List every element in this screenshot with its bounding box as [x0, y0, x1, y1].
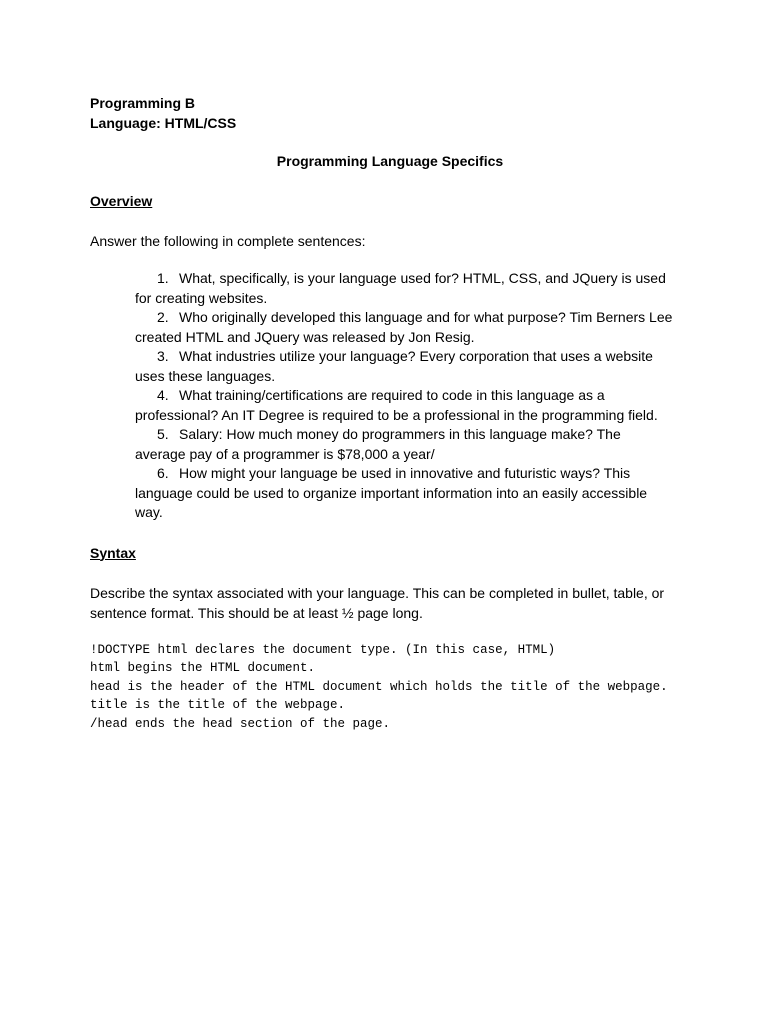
course-name: Programming B — [90, 95, 196, 111]
question-number: 6. — [157, 465, 169, 481]
question-number: 5. — [157, 426, 169, 442]
question-text: Salary: How much money do programmers in this language make? The average pay of a programmer is $78,000 a year/ — [135, 426, 621, 462]
code-line: head is the header of the HTML document which holds the title of the webpage. — [90, 679, 668, 694]
question-number: 4. — [157, 387, 169, 403]
question-text: How might your language be used in innovative and futuristic ways? This language could be used to organize important information into an easily accessible way. — [135, 465, 648, 520]
overview-instruction: Answer the following in complete sentences: — [90, 233, 366, 249]
question-list — [135, 269, 675, 523]
document-page — [90, 93, 690, 733]
overview-heading: Overview — [90, 193, 153, 209]
question-text: What industries utilize your language? Every corporation that uses a website uses these languages. — [135, 348, 653, 384]
question-number: 3. — [157, 348, 169, 364]
syntax-instruction: Describe the syntax associated with your language. This can be completed in bullet, table, or sentence format. This should be at least ½ page long. — [90, 584, 665, 621]
question-item — [135, 347, 675, 386]
question-number: 1. — [157, 270, 169, 286]
question-text: Who originally developed this language and for what purpose? Tim Berners Lee created HTML and JQuery was released by Jon Resig. — [135, 309, 673, 345]
question-item — [135, 425, 675, 464]
question-text: What training/certifications are required to code in this language as a professional? An IT Degree is required to be a professional in the programming field. — [135, 387, 658, 423]
code-line: !DOCTYPE html declares the document type. (In this case, HTML) — [90, 642, 556, 657]
question-item — [135, 269, 675, 308]
question-item — [135, 464, 675, 523]
question-number: 2. — [157, 309, 169, 325]
language-label: Language: HTML/CSS — [90, 115, 237, 131]
code-line: title is the title of the webpage. — [90, 698, 346, 713]
question-item — [135, 308, 675, 347]
document-title: Programming Language Specifics — [276, 153, 504, 169]
syntax-heading: Syntax — [90, 544, 136, 561]
question-item — [135, 386, 675, 425]
question-text: What, specifically, is your language used for? HTML, CSS, and JQuery is used for creating websites. — [135, 270, 666, 306]
code-line: /head ends the head section of the page. — [90, 716, 391, 731]
syntax-code-block — [90, 641, 690, 734]
code-line: html begins the HTML document. — [90, 661, 316, 676]
